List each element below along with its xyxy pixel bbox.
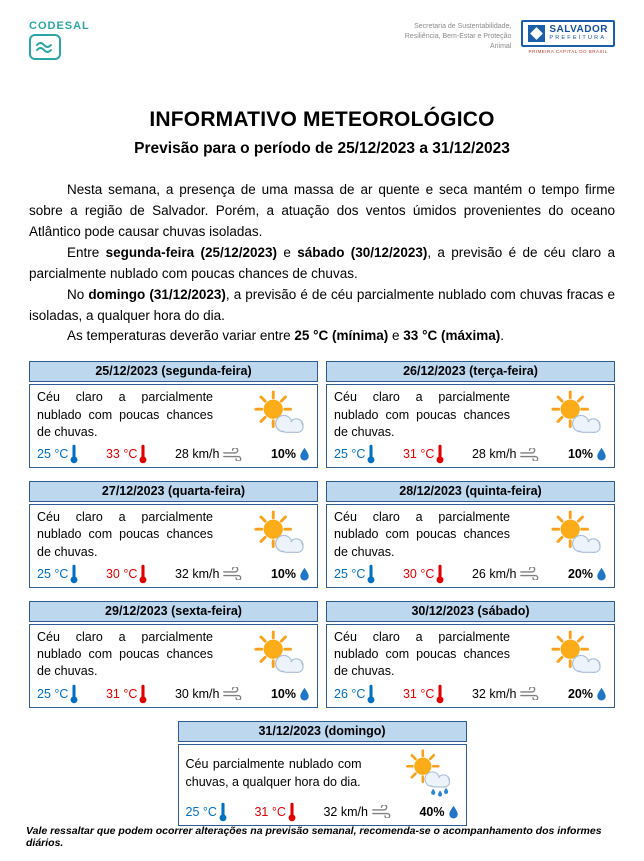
- wind-speed: 28 km/h: [472, 447, 541, 461]
- temp-min: 25 °C: [37, 684, 79, 704]
- card-description: Céu parcialmente nublado com chuvas, a qualquer hora do dia.: [185, 757, 362, 789]
- card-description: Céu claro a parcialmente nublado com poucas chances de chuvas.: [334, 390, 510, 439]
- rain-chance: 10%: [271, 567, 310, 581]
- thermometer-max-icon: [287, 802, 297, 822]
- card-description: Céu claro a parcialmente nublado com poucas chances de chuvas.: [37, 629, 213, 679]
- rain-chance: 10%: [271, 447, 310, 461]
- card-body: [29, 624, 318, 708]
- wind-speed: 28 km/h: [175, 447, 244, 461]
- temp-max: 33 °C: [106, 444, 148, 464]
- card-date: 27/12/2023 (quarta-feira): [29, 481, 318, 502]
- thermometer-min-icon: [69, 684, 79, 704]
- wind-icon: [372, 805, 393, 818]
- weather-card-monday: [29, 361, 318, 468]
- weather-card-sunday: [178, 721, 467, 826]
- header-bar: [29, 20, 615, 82]
- weather-card-friday: [29, 601, 318, 708]
- wind-icon: [520, 567, 541, 580]
- secretaria-text: Secretaria de Sustentabilidade, Resiliência, Bem-Estar e Proteção Animal: [404, 22, 512, 51]
- wind-icon: [223, 448, 244, 461]
- raindrop-icon: [448, 805, 459, 819]
- rain-chance: 40%: [419, 805, 458, 819]
- codesal-logo-text: CODESAL: [29, 20, 90, 32]
- card-date: 25/12/2023 (segunda-feira): [29, 361, 318, 382]
- card-stats: [37, 684, 310, 704]
- card-body: [326, 624, 615, 708]
- rain-chance: 20%: [568, 687, 607, 701]
- card-body: [29, 384, 318, 468]
- forecast-cards-grid: [29, 361, 615, 825]
- thermometer-max-icon: [435, 444, 445, 464]
- weather-card-saturday: [326, 601, 615, 708]
- thermometer-max-icon: [138, 444, 148, 464]
- thermometer-min-icon: [366, 564, 376, 584]
- thermometer-min-icon: [366, 684, 376, 704]
- intro-text-block: [29, 180, 615, 347]
- raindrop-icon: [596, 447, 607, 461]
- salvador-emblem-icon: [528, 25, 545, 42]
- card-stats: [37, 564, 310, 584]
- page-subtitle: Previsão para o período de 25/12/2023 a 31/12/2023: [134, 140, 510, 157]
- raindrop-icon: [299, 567, 310, 581]
- card-stats: [37, 444, 310, 464]
- card-stats: [334, 444, 607, 464]
- wind-icon: [520, 448, 541, 461]
- temp-max: 31 °C: [106, 684, 148, 704]
- card-body: [29, 504, 318, 588]
- sun-cloud-icon: [545, 510, 607, 560]
- wind-icon: [223, 687, 244, 700]
- card-date: 31/12/2023 (domingo): [178, 721, 467, 742]
- weather-card-tuesday: [326, 361, 615, 468]
- sun-cloud-icon: [545, 390, 607, 440]
- intro-paragraph-4: As temperaturas deverão variar entre 25 °C (mínima) e 33 °C (máxima).: [67, 328, 505, 344]
- temp-min: 25 °C: [37, 564, 79, 584]
- thermometer-min-icon: [366, 444, 376, 464]
- raindrop-icon: [299, 447, 310, 461]
- wind-icon: [520, 687, 541, 700]
- thermometer-min-icon: [218, 802, 228, 822]
- card-stats: [186, 802, 459, 822]
- codesal-logo: [29, 20, 90, 60]
- temp-max: 31 °C: [403, 684, 445, 704]
- temp-min: 25 °C: [186, 802, 228, 822]
- intro-paragraph-3: No domingo (31/12/2023), a previsão é de céu parcialmente nublado com chuvas fracas e isoladas, a qualquer hora do dia.: [29, 286, 615, 323]
- raindrop-icon: [596, 687, 607, 701]
- wind-speed: 32 km/h: [323, 805, 392, 819]
- wind-speed: 26 km/h: [472, 567, 541, 581]
- salvador-logo-box: [521, 20, 615, 47]
- salvador-prefeitura-logo: [521, 20, 615, 54]
- card-description: Céu claro a parcialmente nublado com poucas chances de chuvas.: [37, 390, 213, 439]
- temp-max: 31 °C: [403, 444, 445, 464]
- card-date: 30/12/2023 (sábado): [326, 601, 615, 622]
- salvador-logo-name: SALVADOR: [549, 24, 608, 36]
- temp-min: 25 °C: [334, 564, 376, 584]
- disclaimer-footer: Vale ressaltar que podem ocorrer alterações na previsão semanal, recomenda-se o acompanhamento dos informes diários.: [26, 825, 602, 849]
- card-body: [178, 744, 467, 826]
- header-right-group: [383, 20, 615, 54]
- intro-paragraph-2: Entre segunda-feira (25/12/2023) e sábado (30/12/2023), a previsão é de céu claro a parcialmente nublado com poucas chances de chuvas.: [29, 244, 615, 281]
- wave-icon: [34, 40, 56, 54]
- card-body: [326, 504, 615, 588]
- salvador-logo-names: [549, 25, 608, 42]
- weather-card-thursday: [326, 481, 615, 588]
- salvador-logo-sub: PREFEITURA: [549, 35, 607, 42]
- wind-icon: [223, 567, 244, 580]
- rain-chance: 20%: [568, 567, 607, 581]
- thermometer-max-icon: [435, 684, 445, 704]
- codesal-emblem-box: [29, 34, 61, 60]
- sun-cloud-icon: [248, 630, 310, 680]
- thermometer-max-icon: [138, 564, 148, 584]
- raindrop-icon: [299, 687, 310, 701]
- sun-cloud-icon: [545, 630, 607, 680]
- card-description: Céu claro a parcialmente nublado com poucas chances de chuvas.: [334, 510, 510, 559]
- temp-max: 31 °C: [254, 802, 296, 822]
- intro-paragraph-1: Nesta semana, a presença de uma massa de ar quente e seca mantém o tempo firme sobre a região de Salvador. Porém, a atuação dos ventos úmidos provenientes do oceano Atlântico pode causar chuvas isoladas.: [29, 182, 615, 239]
- wind-speed: 30 km/h: [175, 687, 244, 701]
- sun-cloud-rain-icon: [397, 749, 459, 799]
- page-title: INFORMATIVO METEOROLÓGICO: [149, 108, 495, 131]
- card-body: [326, 384, 615, 468]
- card-date: 29/12/2023 (sexta-feira): [29, 601, 318, 622]
- card-description: Céu claro a parcialmente nublado com poucas chances de chuvas.: [334, 629, 510, 679]
- temp-min: 25 °C: [334, 444, 376, 464]
- card-date: 26/12/2023 (terça-feira): [326, 361, 615, 382]
- wind-speed: 32 km/h: [175, 567, 244, 581]
- raindrop-icon: [596, 567, 607, 581]
- temp-max: 30 °C: [403, 564, 445, 584]
- temp-min: 25 °C: [37, 444, 79, 464]
- sun-cloud-icon: [248, 510, 310, 560]
- temp-min: 26 °C: [334, 684, 376, 704]
- sun-cloud-icon: [248, 390, 310, 440]
- card-stats: [334, 684, 607, 704]
- rain-chance: 10%: [568, 447, 607, 461]
- thermometer-min-icon: [69, 444, 79, 464]
- weather-card-wednesday: [29, 481, 318, 588]
- rain-chance: 10%: [271, 687, 310, 701]
- wind-speed: 32 km/h: [472, 687, 541, 701]
- card-stats: [334, 564, 607, 584]
- thermometer-max-icon: [435, 564, 445, 584]
- salvador-tagline: PRIMEIRA CAPITAL DO BRASIL: [528, 49, 608, 54]
- card-description: Céu claro a parcialmente nublado com poucas chances de chuvas.: [37, 510, 213, 559]
- temp-max: 30 °C: [106, 564, 148, 584]
- thermometer-max-icon: [138, 684, 148, 704]
- thermometer-min-icon: [69, 564, 79, 584]
- card-date: 28/12/2023 (quinta-feira): [326, 481, 615, 502]
